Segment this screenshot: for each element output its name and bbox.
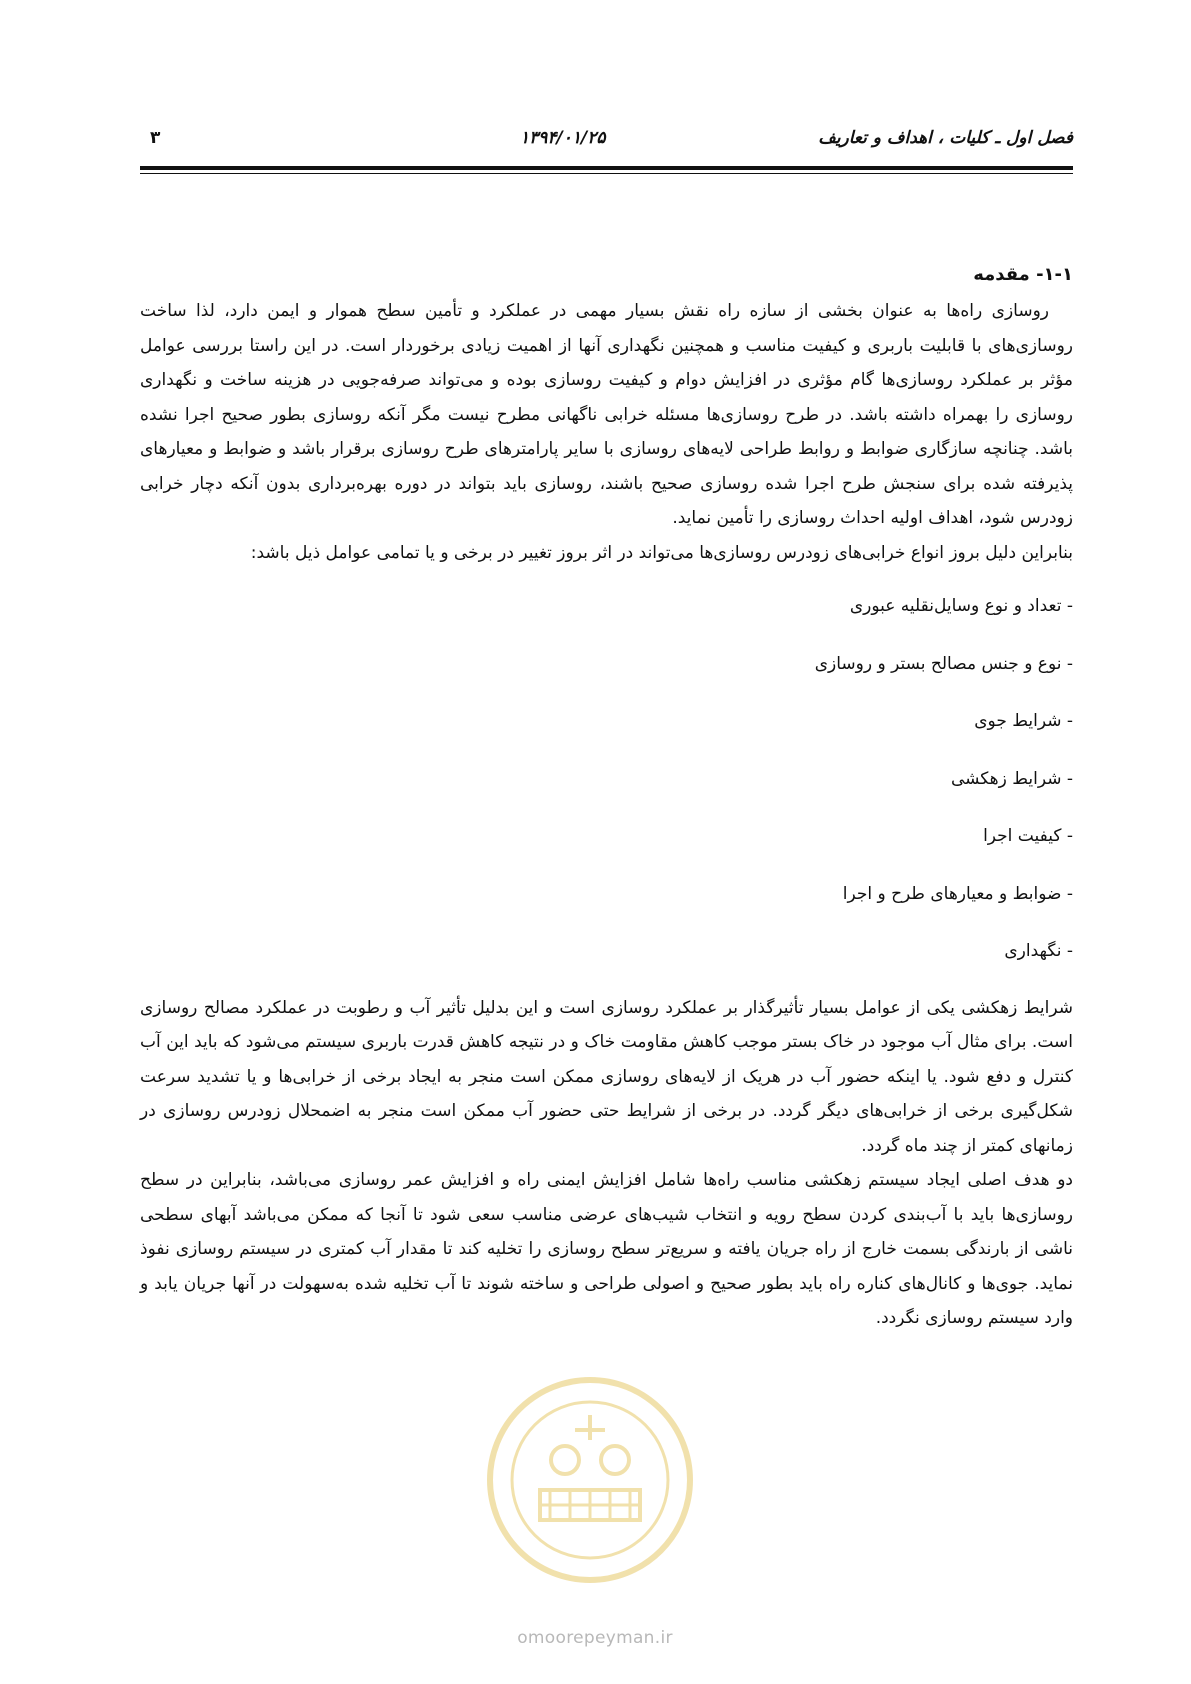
watermark-logo-icon bbox=[480, 1370, 700, 1590]
chapter-title: فصل اول ـ کلیات ، اهداف و تعاریف bbox=[818, 128, 1073, 148]
paragraph-factors-lead: بنابراین دلیل بروز انواع خرابی‌های زودرس روسازی‌ها می‌تواند در اثر بروز تغییر در برخی و یا تمامی عوامل ذیل باشد: bbox=[250, 542, 1073, 563]
header-date: ۱۳۹۴/۰۱/۲۵ bbox=[520, 128, 606, 148]
paragraph-intro: روسازی راه‌ها به عنوان بخشی از سازه راه نقش بسیار مهمی در عملکرد و تأمین سطح هموار و ایمن دارد، لذا ساخت روسازی‌های با قابلیت باربری و کیفیت مناسب و همچنین نگهداری آنها از اهمیت زیادی برخوردار است. در این راستا بررسی عوامل مؤثر بر عملکرد روسازی‌ها گام مؤثری در افزایش دوام و کیفیت روسازی بوده و می‌تواند صرفه‌جویی در هزینه ساخت و نگهداری روسازی را بهمراه داشته باشد. در طرح روسازی‌ها مسئله خرابی ناگهانی مطرح نیست مگر آنکه روسازی بطور صحیح اجرا نشده باشد. چنانچه سازگاری ضوابط و روابط طراحی لایه‌های روسازی با سایر پارامترهای طرح روسازی برقرار باشد و ضوابط و معیارهای پذیرفته شده برای سنجش طرح اجرا شده روسازی صحیح باشند، روسازی باید بتواند در دوره بهره‌برداری بدون آنکه دچار خرابی زودرس شود، اهداف اولیه احداث روسازی را تأمین نماید. bbox=[140, 301, 1073, 528]
watermark-site-text: omoorepeyman.ir bbox=[517, 1628, 673, 1648]
header-rule-thin bbox=[140, 173, 1073, 174]
page-number: ۳ bbox=[150, 128, 161, 148]
watermark-site bbox=[470, 1628, 720, 1648]
list-item: - نوع و جنس مصالح بستر و روسازی bbox=[814, 653, 1073, 674]
list-item: - شرایط جوی bbox=[974, 711, 1073, 731]
header-rule-thick bbox=[140, 166, 1073, 170]
page-header bbox=[140, 128, 1073, 162]
paragraph-drainage-goals: دو هدف اصلی ایجاد سیستم زهکشی مناسب راه‌ها شامل افزایش ایمنی راه و افزایش عمر روسازی می‌باشد، بنابراین در سطح روسازی‌ها باید با آب‌بندی کردن سطح رویه و انتخاب شیب‌های عرضی مناسب سعی شود تا آنجا که ممکن می‌باشد آبهای سطحی ناشی از بارندگی بسمت خارج از راه جریان یافته و سریع‌تر سطح روسازی را تخلیه کند تا مقدار آب کمتری در سیستم روسازی نفوذ نماید. جوی‌ها و کانال‌های کناره راه باید بطور صحیح و اصولی طراحی و ساخته شوند تا آب تخلیه شده به‌سهولت در آنها جریان یابد و وارد سیستم روسازی نگردد. bbox=[140, 1170, 1073, 1328]
list-item: - شرایط زهکشی bbox=[950, 768, 1073, 789]
list-item: - تعداد و نوع وسایل‌نقلیه عبوری bbox=[849, 596, 1073, 616]
list-item: - ضوابط و معیارهای طرح و اجرا bbox=[842, 883, 1073, 904]
section-title: ۱-۱- مقدمه bbox=[973, 264, 1073, 285]
paragraph-drainage: شرایط زهکشی یکی از عوامل بسیار تأثیرگذار بر عملکرد روسازی است و این بدلیل تأثیر آب و رطوبت در عملکرد مصالح روسازی است. برای مثال آب موجود در خاک بستر موجب کاهش مقاومت خاک و در نتیجه کاهش قدرت باربری سیستم می‌شود که باید این آب کنترل و دفع شود. یا اینکه حضور آب در هریک از لایه‌های روسازی ممکن است منجر به ایجاد برخی از خرابی‌ها و یا تشدید سرعت شکل‌گیری برخی از خرابی‌های دیگر گردد. در برخی از شرایط حتی حضور آب ممکن است منجر به اضمحلال زودرس روسازی در زمانهای کمتر از چند ماه گردد. bbox=[140, 997, 1073, 1156]
factors-list bbox=[140, 578, 1073, 981]
list-item: - نگهداری bbox=[1004, 941, 1073, 961]
page-content bbox=[140, 258, 1073, 1336]
list-item: - کیفیت اجرا bbox=[983, 826, 1073, 846]
